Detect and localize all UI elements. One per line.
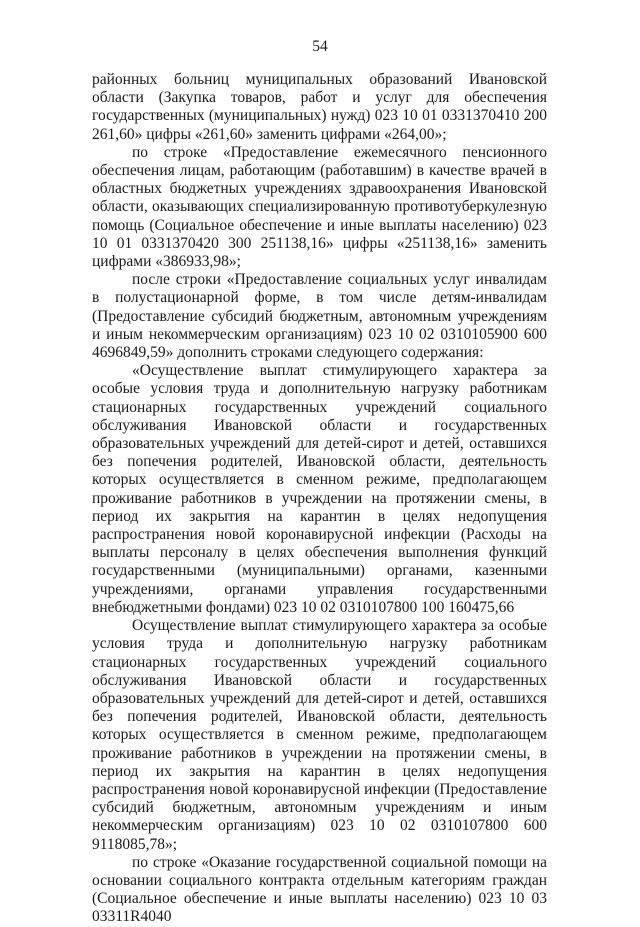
paragraph-social-services-amendment: после строки «Предоставление социальных услуг инвалидам в полустационарной форме, в том числе детям-инвалидам (Предоставление субсидий бюджетным, автономным учреждениям и иным некоммерческим организациям) 023 10 02 0310105900 600 4696849,59» дополнить строками следующего содержания: — [92, 271, 547, 362]
paragraph-added-line-subsidies: Осуществление выплат стимулирующего характера за особые условия труда и дополнительную нагрузку работникам стационарных государственных учреждений социального обслуживания Ивановской области и государственных образовательных учреждений для детей-сирот и детей, оставшихся без попечения родителей, Ивановской области, деятельность которых осуществляется в сменном режиме, предполагающем проживание работников в учреждении на протяжении смены, в период их закрытия на карантин в целях недопущения распространения новой коронавирусной инфекции (Предоставление субсидий бюджетным, автономным учреждениям и иным некоммерческим организациям) 023 10 02 0310107800 600 9118085,78»; — [92, 617, 547, 853]
paragraph-added-line-personnel: «Осуществление выплат стимулирующего характера за особые условия труда и дополнительную нагрузку работникам стационарных государственных учреждений социального обслуживания Ивановской области и государственных образовательных учреждений для детей-сирот и детей, оставшихся без попечения родителей, Ивановской области, деятельность которых осуществляется в сменном режиме, предполагающем проживание работников в учреждении на протяжении смены, в период их закрытия на карантин в целях недопущения распространения новой коронавирусной инфекции (Расходы на выплаты персоналу в целях обеспечения выполнения функций государственными (муниципальными) органами, казенными учреждениями, органами управления государственными внебюджетными фондами) 023 10 02 0310107800 100 160475,66 — [92, 362, 547, 616]
paragraph-pension-amendment: по строке «Предоставление ежемесячного пенсионного обеспечения лицам, работающим (работавшим) в качестве врачей в областных бюджетных учреждениях здравоохранения Ивановской области, оказывающих специализированную противотуберкулезную помощь (Социальное обеспечение и иные выплаты населению) 023 10 01 0331370420 300 251138,16» цифры «251138,16» заменить цифрами «386933,98»; — [92, 143, 547, 271]
paragraph-continuation: районных больниц муниципальных образований Ивановской области (Закупка товаров, работ и услуг для обеспечения государственных (муниципальных) нужд) 023 10 01 0331370410 200 261,60» цифры «261,60» заменить цифрами «264,00»; — [92, 71, 547, 143]
page-number: 54 — [312, 38, 328, 55]
document-body — [92, 71, 547, 927]
paragraph-social-contract: по строке «Оказание государственной социальной помощи на основании социального контракта отдельным категориям граждан (Социальное обеспечение и иные выплаты населению) 023 10 03 03311R4040 — [92, 853, 547, 926]
